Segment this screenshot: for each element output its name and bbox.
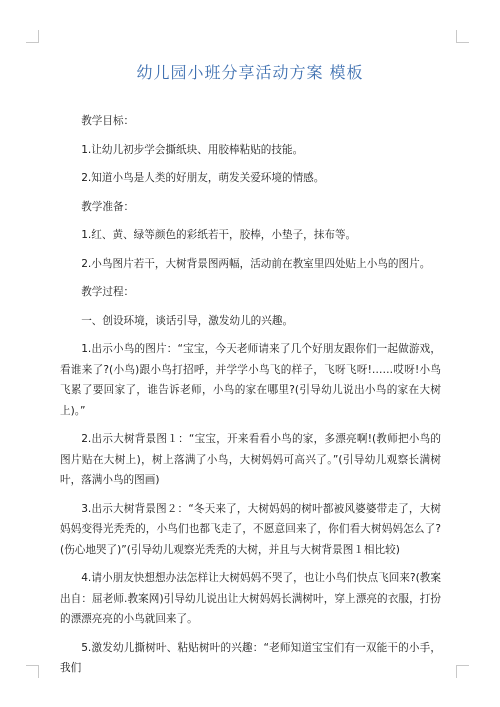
paragraph: 1.红、黄、绿等颜色的彩纸若干，胶棒，小垫子，抹布等。 (81, 229, 357, 241)
paragraph: 4.请小朋友快想想办法怎样让大树妈妈不哭了，也让小鸟们快点飞回来?(教案出自：屈老师.教案网)引导幼儿说出让大树妈妈长满树叶，穿上漂亮的衣服，打扮的漂漂亮亮的小鸟就回来了。 (60, 572, 441, 625)
section-heading-process: 教学过程： (81, 286, 135, 298)
paragraph: 3.出示大树背景图２：“冬天来了，大树妈妈的树叶都被风婆婆带走了，大树妈妈变得光秃秃的，小鸟们也都飞走了，不愿意回来了，你们看大树妈妈怎么了?(伤心地哭了)”(引导幼儿观察光秃秃的大树，并且与大树背景图１相比较) (60, 502, 441, 556)
paragraph: 一、创设环境，谈话引导，激发幼儿的兴趣。 (81, 314, 294, 327)
document-title: 幼儿园小班分享活动方案 模板 (136, 63, 364, 82)
paragraph: 2.知道小鸟是人类的好朋友，萌发关爱环境的情感。 (81, 172, 325, 184)
paragraph: 1.让幼儿初步学会撕纸块、用胶棒粘贴的技能。 (81, 143, 304, 156)
paragraph: 2.小鸟图片若干，大树背景图两幅，活动前在教室里四处贴上小鸟的图片。 (81, 257, 431, 270)
corner-mark-bottom-right (456, 665, 469, 678)
corner-mark-bottom-left (26, 665, 39, 678)
corner-mark-top-left (26, 30, 39, 43)
paragraph: 5.激发幼儿撕树叶、粘贴树叶的兴趣：“老师知道宝宝们有一双能干的小手，我们 (60, 641, 441, 674)
section-heading-preparation: 教学准备： (81, 200, 135, 213)
section-heading-goals: 教学目标： (81, 115, 135, 127)
corner-mark-top-right (456, 30, 469, 43)
paragraph: 2.出示大树背景图１：“宝宝，开来看看小鸟的家，多漂亮啊!(教师把小鸟的图片贴在大树上)，树上落满了小鸟，大树妈妈可高兴了。”(引导幼儿观察长满树叶，落满小鸟的图画) (60, 433, 441, 486)
document-body (60, 111, 441, 687)
paragraph: 1.出示小鸟的图片：“宝宝，今天老师请来了几个好朋友跟你们一起做游戏，看谁来了?(小鸟)跟小鸟打招呼，并学学小鸟飞的样子，飞呀飞呀!……哎呀!小鸟飞累了要回家了，谁告诉老师，小鸟的家在哪里?(引导幼儿说出小鸟的家在大树上)。” (60, 343, 441, 417)
